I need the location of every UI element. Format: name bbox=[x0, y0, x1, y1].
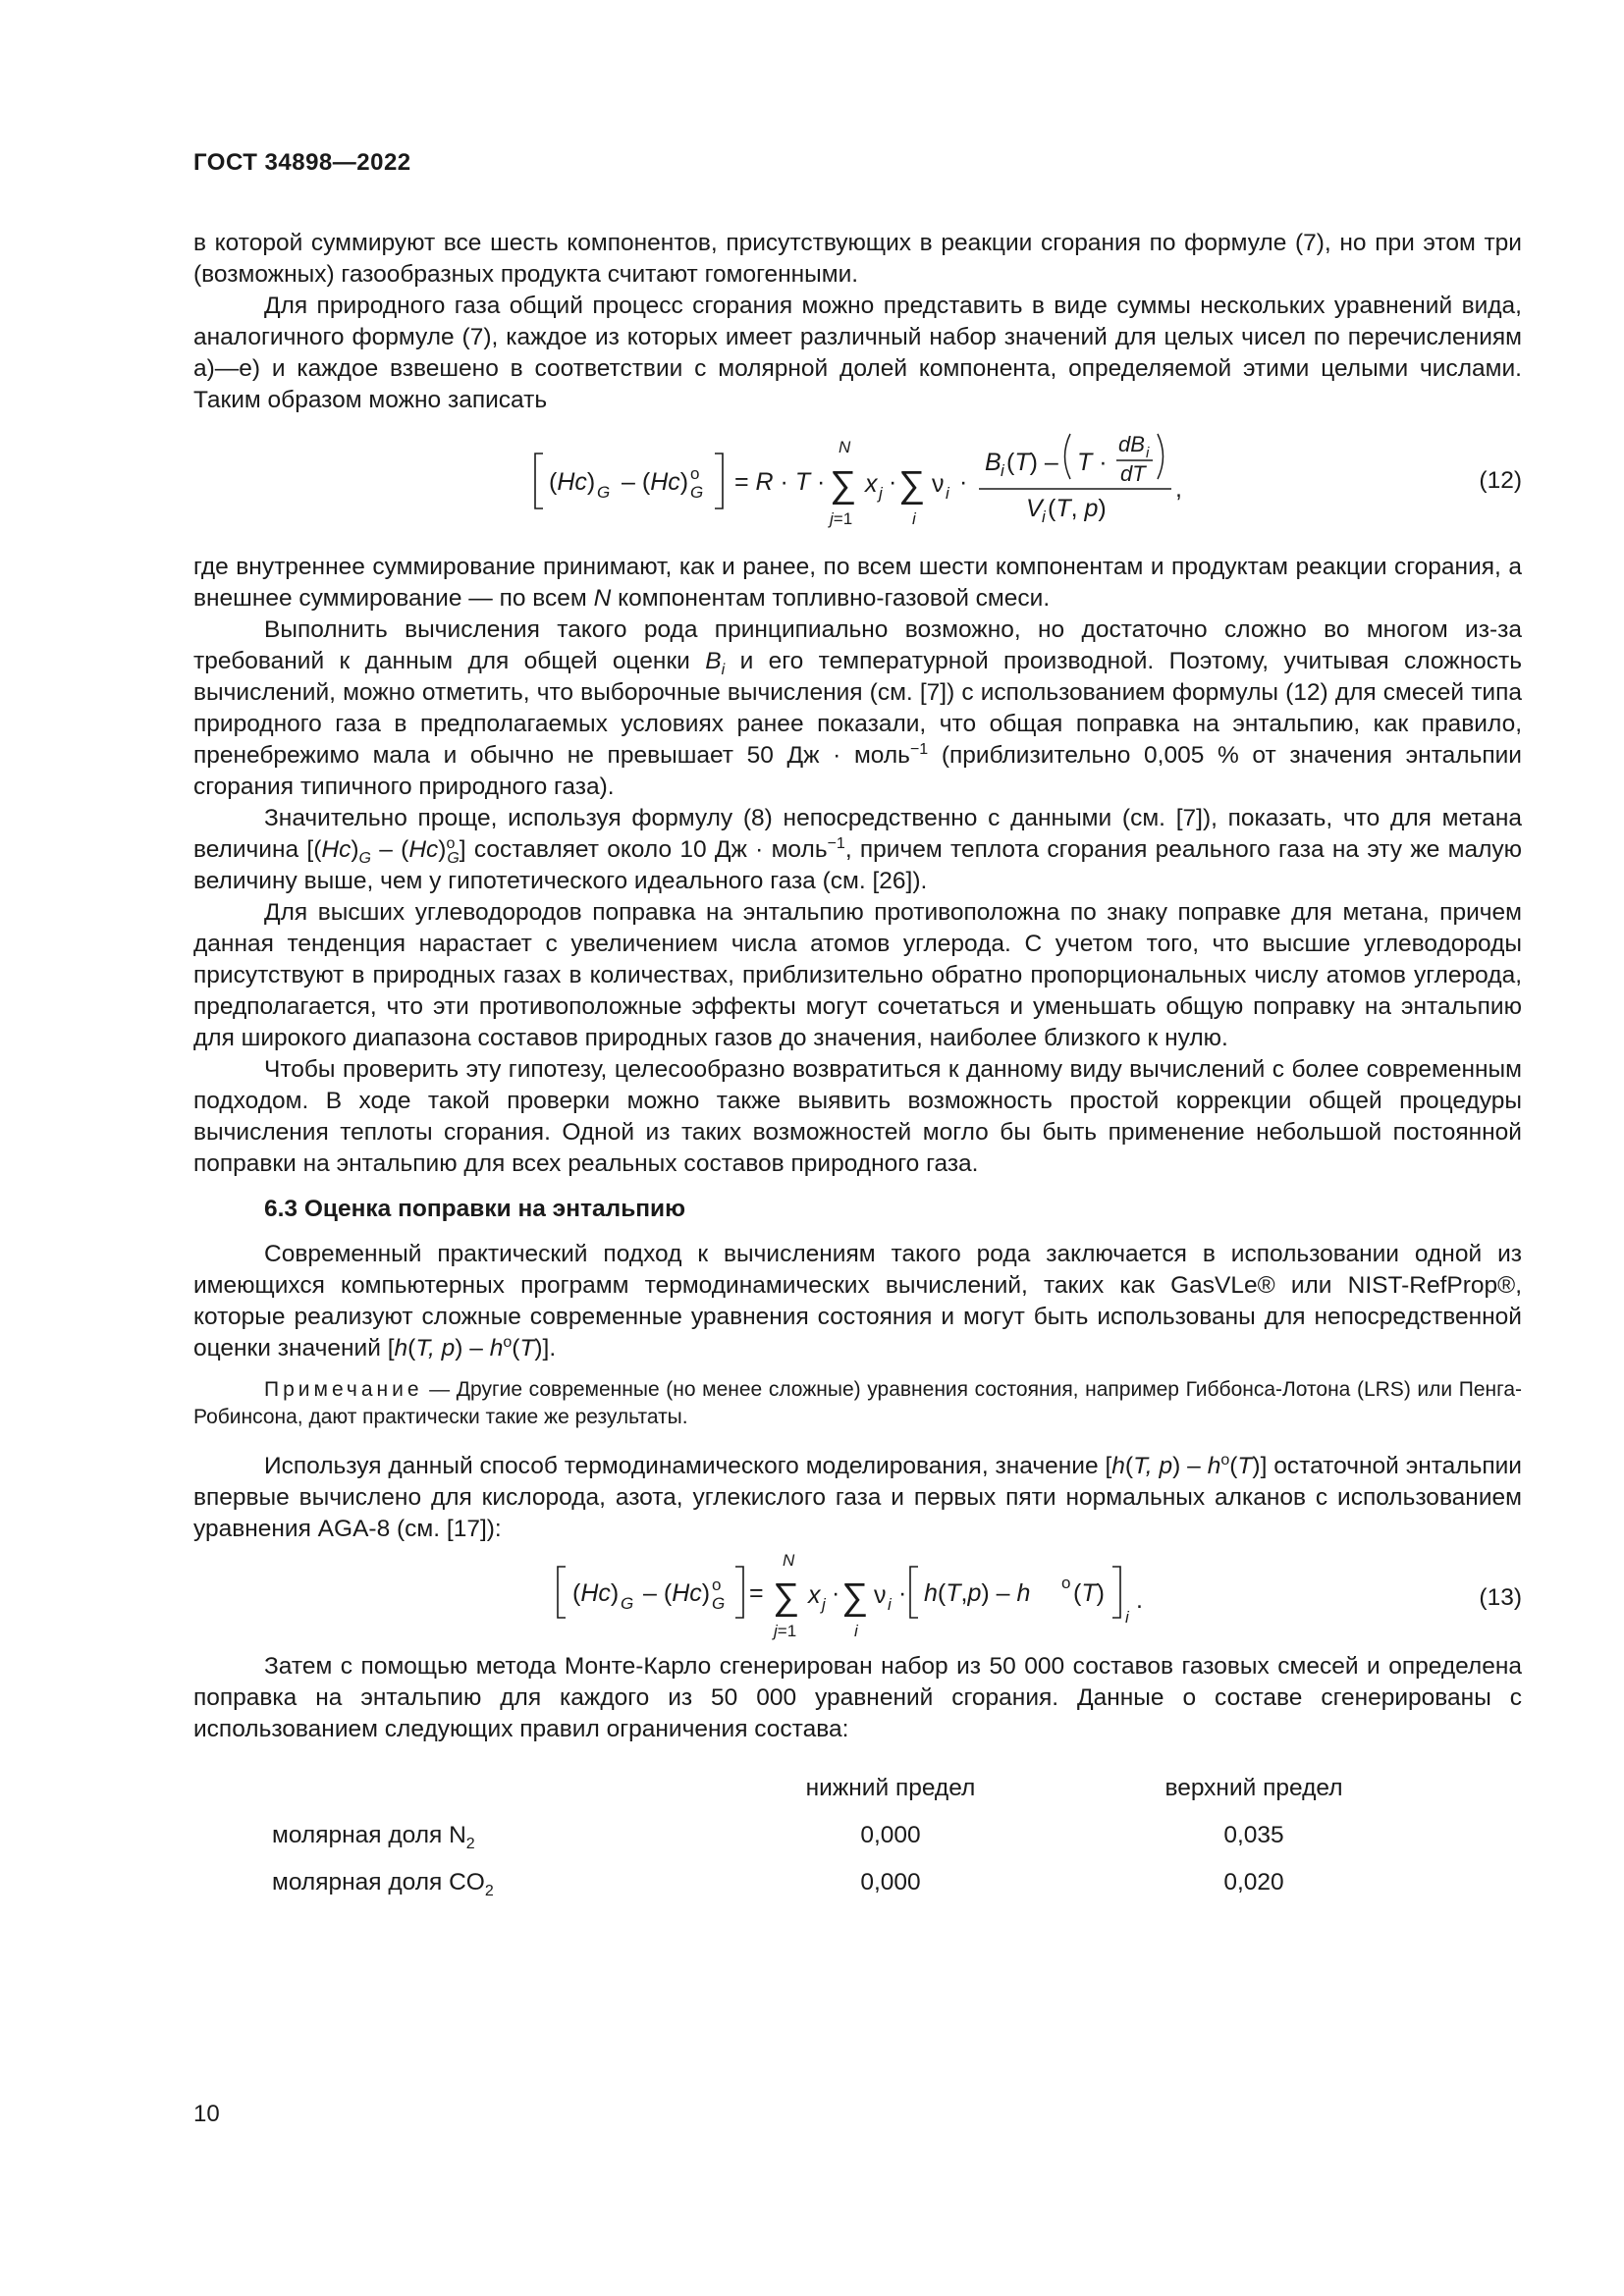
paragraph-7: Чтобы проверить эту гипотезу, целесообразно возвратиться к данному виду вычислений с более современным подходом. В ходе такой проверки можно также выявить возможность простой коррекции общей процедуры вычисления теплоты сгорания. Одной из таких возможностей могло бы быть применение небольшой постоянной поправки на энтальпию для всех реальных составов природного газа. bbox=[193, 1056, 1522, 1177]
svg-text:j: j bbox=[879, 484, 883, 503]
svg-text:i: i bbox=[912, 509, 916, 528]
svg-text:·: · bbox=[889, 468, 897, 496]
svg-text:o: o bbox=[690, 464, 700, 483]
svg-text:j=1: j=1 bbox=[830, 509, 853, 528]
svg-text:N: N bbox=[783, 1551, 795, 1570]
svg-text:i: i bbox=[854, 1622, 858, 1640]
svg-text:(T) –: (T) – bbox=[1006, 449, 1058, 476]
svg-text:G: G bbox=[621, 1594, 634, 1613]
limits-row bbox=[193, 1867, 1522, 1906]
svg-text:G: G bbox=[597, 483, 611, 502]
svg-text:(Hc): (Hc) bbox=[572, 1579, 620, 1607]
equation-number-12: (12) bbox=[1479, 467, 1522, 494]
svg-text:G: G bbox=[690, 483, 704, 502]
equation-number-13: (13) bbox=[1479, 1584, 1522, 1611]
svg-text:G: G bbox=[712, 1594, 726, 1613]
svg-text:.: . bbox=[1136, 1586, 1143, 1614]
svg-text:ν: ν bbox=[932, 470, 945, 498]
svg-text:ν: ν bbox=[874, 1581, 887, 1609]
svg-text:∑: ∑ bbox=[830, 464, 857, 506]
document-header: ГОСТ 34898—2022 bbox=[193, 149, 411, 176]
column-header-lower: нижний предел bbox=[805, 1775, 976, 1801]
svg-text:dB: dB bbox=[1118, 432, 1145, 456]
paragraph-3: где внутреннее суммирование принимают, как и ранее, по всем шести компонентам и продуктам реакции сгорания, а внешнее суммирование — по всем N компонентам топливно-газовой смеси. bbox=[193, 554, 1522, 612]
lower-limit-value: 0,000 bbox=[860, 1822, 921, 1848]
svg-text:∑: ∑ bbox=[773, 1576, 800, 1618]
formula-13-graphic bbox=[193, 1549, 1522, 1645]
note-label: Примечание bbox=[264, 1378, 423, 1401]
svg-text:– (Hc): – (Hc) bbox=[643, 1579, 711, 1607]
paragraph-8: Современный практический подход к вычислениям такого рода заключается в использовании одной из имеющихся компьютерных программ термодинамических вычислений, таких как GasVLe® или NIST-RefProp®, которые реализуют сложные современные уравнения состояния и могут быть использованы для непосредственной оценки значений [h(T, $p) - h^o(T)$]. bbox=[193, 1241, 1522, 1362]
svg-text:x: x bbox=[808, 1581, 821, 1609]
document-body bbox=[193, 228, 1522, 1920]
formula-13 bbox=[193, 1549, 1522, 1645]
paragraph-5: Значительно проще, используя формулу (8) непосредственно с данными (см. [7]), показать, что для метана величина $[(Hc)_G - (Hc)^o_G]$ составляет около 10 Дж · моль$^{-1}$, причем теплота сгорания реального газа на эту же малую величину выше, чем у гипотетического идеального газа (см. [26]). bbox=[193, 805, 1522, 894]
svg-text:j=1: j=1 bbox=[774, 1622, 797, 1640]
paragraph-9: Используя данный способ термодинамического моделирования, значение [h(T, $p) - h^o(T)$] остаточной энтальпии впервые вычислено для кислорода, азота, углекислого газа и первых пяти нормальных алканов с использованием уравнения AGA-8 (см. [17]): bbox=[193, 1451, 1522, 1542]
note: Примечание — Другие современные (но менее сложные) уравнения состояния, например Гиббонса-Лотона (LRS) или Пенга-Робинсона, дают практически такие же результаты. bbox=[193, 1378, 1522, 1428]
upper-limit-value: 0,020 bbox=[1223, 1869, 1284, 1896]
svg-text:=: = bbox=[749, 1579, 764, 1607]
svg-text:(Hc): (Hc) bbox=[549, 468, 596, 496]
paragraph-10: Затем с помощью метода Монте-Карло сгенерирован набор из 50 000 составов газовых смесей и определена поправка на энтальпию для каждого из 50 000 уравнений сгорания. Данные о составе сгенерированы с использованием следующих правил ограничения состава: bbox=[193, 1653, 1522, 1742]
svg-text:h(T,p) – h: h(T,p) – h bbox=[924, 1579, 1031, 1607]
svg-text:i: i bbox=[1125, 1608, 1129, 1627]
limits-row bbox=[193, 1820, 1522, 1859]
svg-text:·: · bbox=[898, 1579, 907, 1607]
svg-text:i: i bbox=[1146, 445, 1150, 461]
svg-text:V: V bbox=[1026, 495, 1043, 522]
formula-12-graphic bbox=[193, 420, 1522, 546]
paragraph-6: Для высших углеводородов поправка на энтальпию противоположна по знаку поправке для метана, причем данная тенденция нарастает с увеличением числа атомов углерода. С учетом того, что высшие углеводороды присутствуют в природных газах в количествах, приблизительно обратно пропорциональных числу атомов углерода, предполагается, что эти противоположные эффекты могут сочетаться и уменьшать общую поправку на энтальпию для широкого диапазона составов природных газов до значения, наиболее близкого к нулю. bbox=[193, 899, 1522, 1051]
svg-text:– (Hc): – (Hc) bbox=[622, 468, 689, 496]
limits-table bbox=[193, 1773, 1522, 1920]
svg-text:i: i bbox=[946, 484, 949, 503]
limits-header-row bbox=[193, 1773, 1522, 1812]
svg-text:·: · bbox=[959, 468, 968, 496]
svg-text:,: , bbox=[1175, 475, 1182, 503]
svg-text:i: i bbox=[1001, 461, 1004, 480]
svg-text:B: B bbox=[985, 449, 1001, 476]
paragraph-4: Выполнить вычисления такого рода принципиально возможно, но достаточно сложно во многом из-за требований к данным для общей оценки $B_i$ и его температурной производной. Поэтому, учитывая сложность вычислений, можно отметить, что выборочные вычисления (см. [7]) с использованием формулы (12) для смесей типа природного газа в предполагаемых условиях ранее показали, что общая поправка на энтальпию, как правило, пренебрежимо мала и обычно не превышает 50 Дж · моль$^{-1}$ (приблизительно 0,005 % от значения энтальпии сгорания типичного природного газа). bbox=[193, 616, 1522, 800]
component-name: молярная доля $N_2$ bbox=[272, 1822, 475, 1852]
svg-text:∑: ∑ bbox=[898, 464, 926, 506]
lower-limit-value: 0,000 bbox=[860, 1869, 921, 1896]
formula-12 bbox=[193, 420, 1522, 546]
upper-limit-value: 0,035 bbox=[1223, 1822, 1284, 1848]
svg-text:T ·: T · bbox=[1077, 449, 1108, 476]
svg-text:(T, p): (T, p) bbox=[1048, 495, 1107, 522]
svg-text:∑: ∑ bbox=[841, 1576, 869, 1618]
svg-text:N: N bbox=[839, 438, 851, 456]
svg-text:dT: dT bbox=[1120, 461, 1146, 486]
svg-text:(T): (T) bbox=[1073, 1579, 1105, 1607]
svg-text:o: o bbox=[712, 1575, 722, 1594]
paragraph-1: в которой суммируют все шесть компонентов, присутствующих в реакции сгорания по формуле (7), но при этом три (возможных) газообразных продукта считают гомогенными. bbox=[193, 230, 1522, 288]
svg-text:·: · bbox=[832, 1579, 840, 1607]
svg-text:o: o bbox=[1061, 1574, 1071, 1592]
section-heading-6-3: 6.3 Оценка поправки на энтальпию bbox=[264, 1196, 686, 1222]
svg-text:i: i bbox=[888, 1595, 892, 1614]
svg-text:x: x bbox=[865, 470, 878, 498]
svg-text:= R · T ·: = R · T · bbox=[734, 468, 826, 496]
component-name: молярная доля $CO_2$ bbox=[272, 1869, 494, 1899]
svg-text:i: i bbox=[1042, 507, 1046, 526]
column-header-upper: верхний предел bbox=[1164, 1775, 1343, 1801]
page-number: 10 bbox=[193, 2101, 220, 2127]
paragraph-2: Для природного газа общий процесс сгорания можно представить в виде суммы нескольких уравнений вида, аналогичного формуле (7), каждое из которых имеет различный набор значений для целых чисел по перечислениям а)—е) и каждое взвешено в соответствии с молярной долей компонента, определяемой этими целыми числами. Таким образом можно записать bbox=[193, 293, 1522, 413]
svg-text:j: j bbox=[822, 1595, 826, 1614]
